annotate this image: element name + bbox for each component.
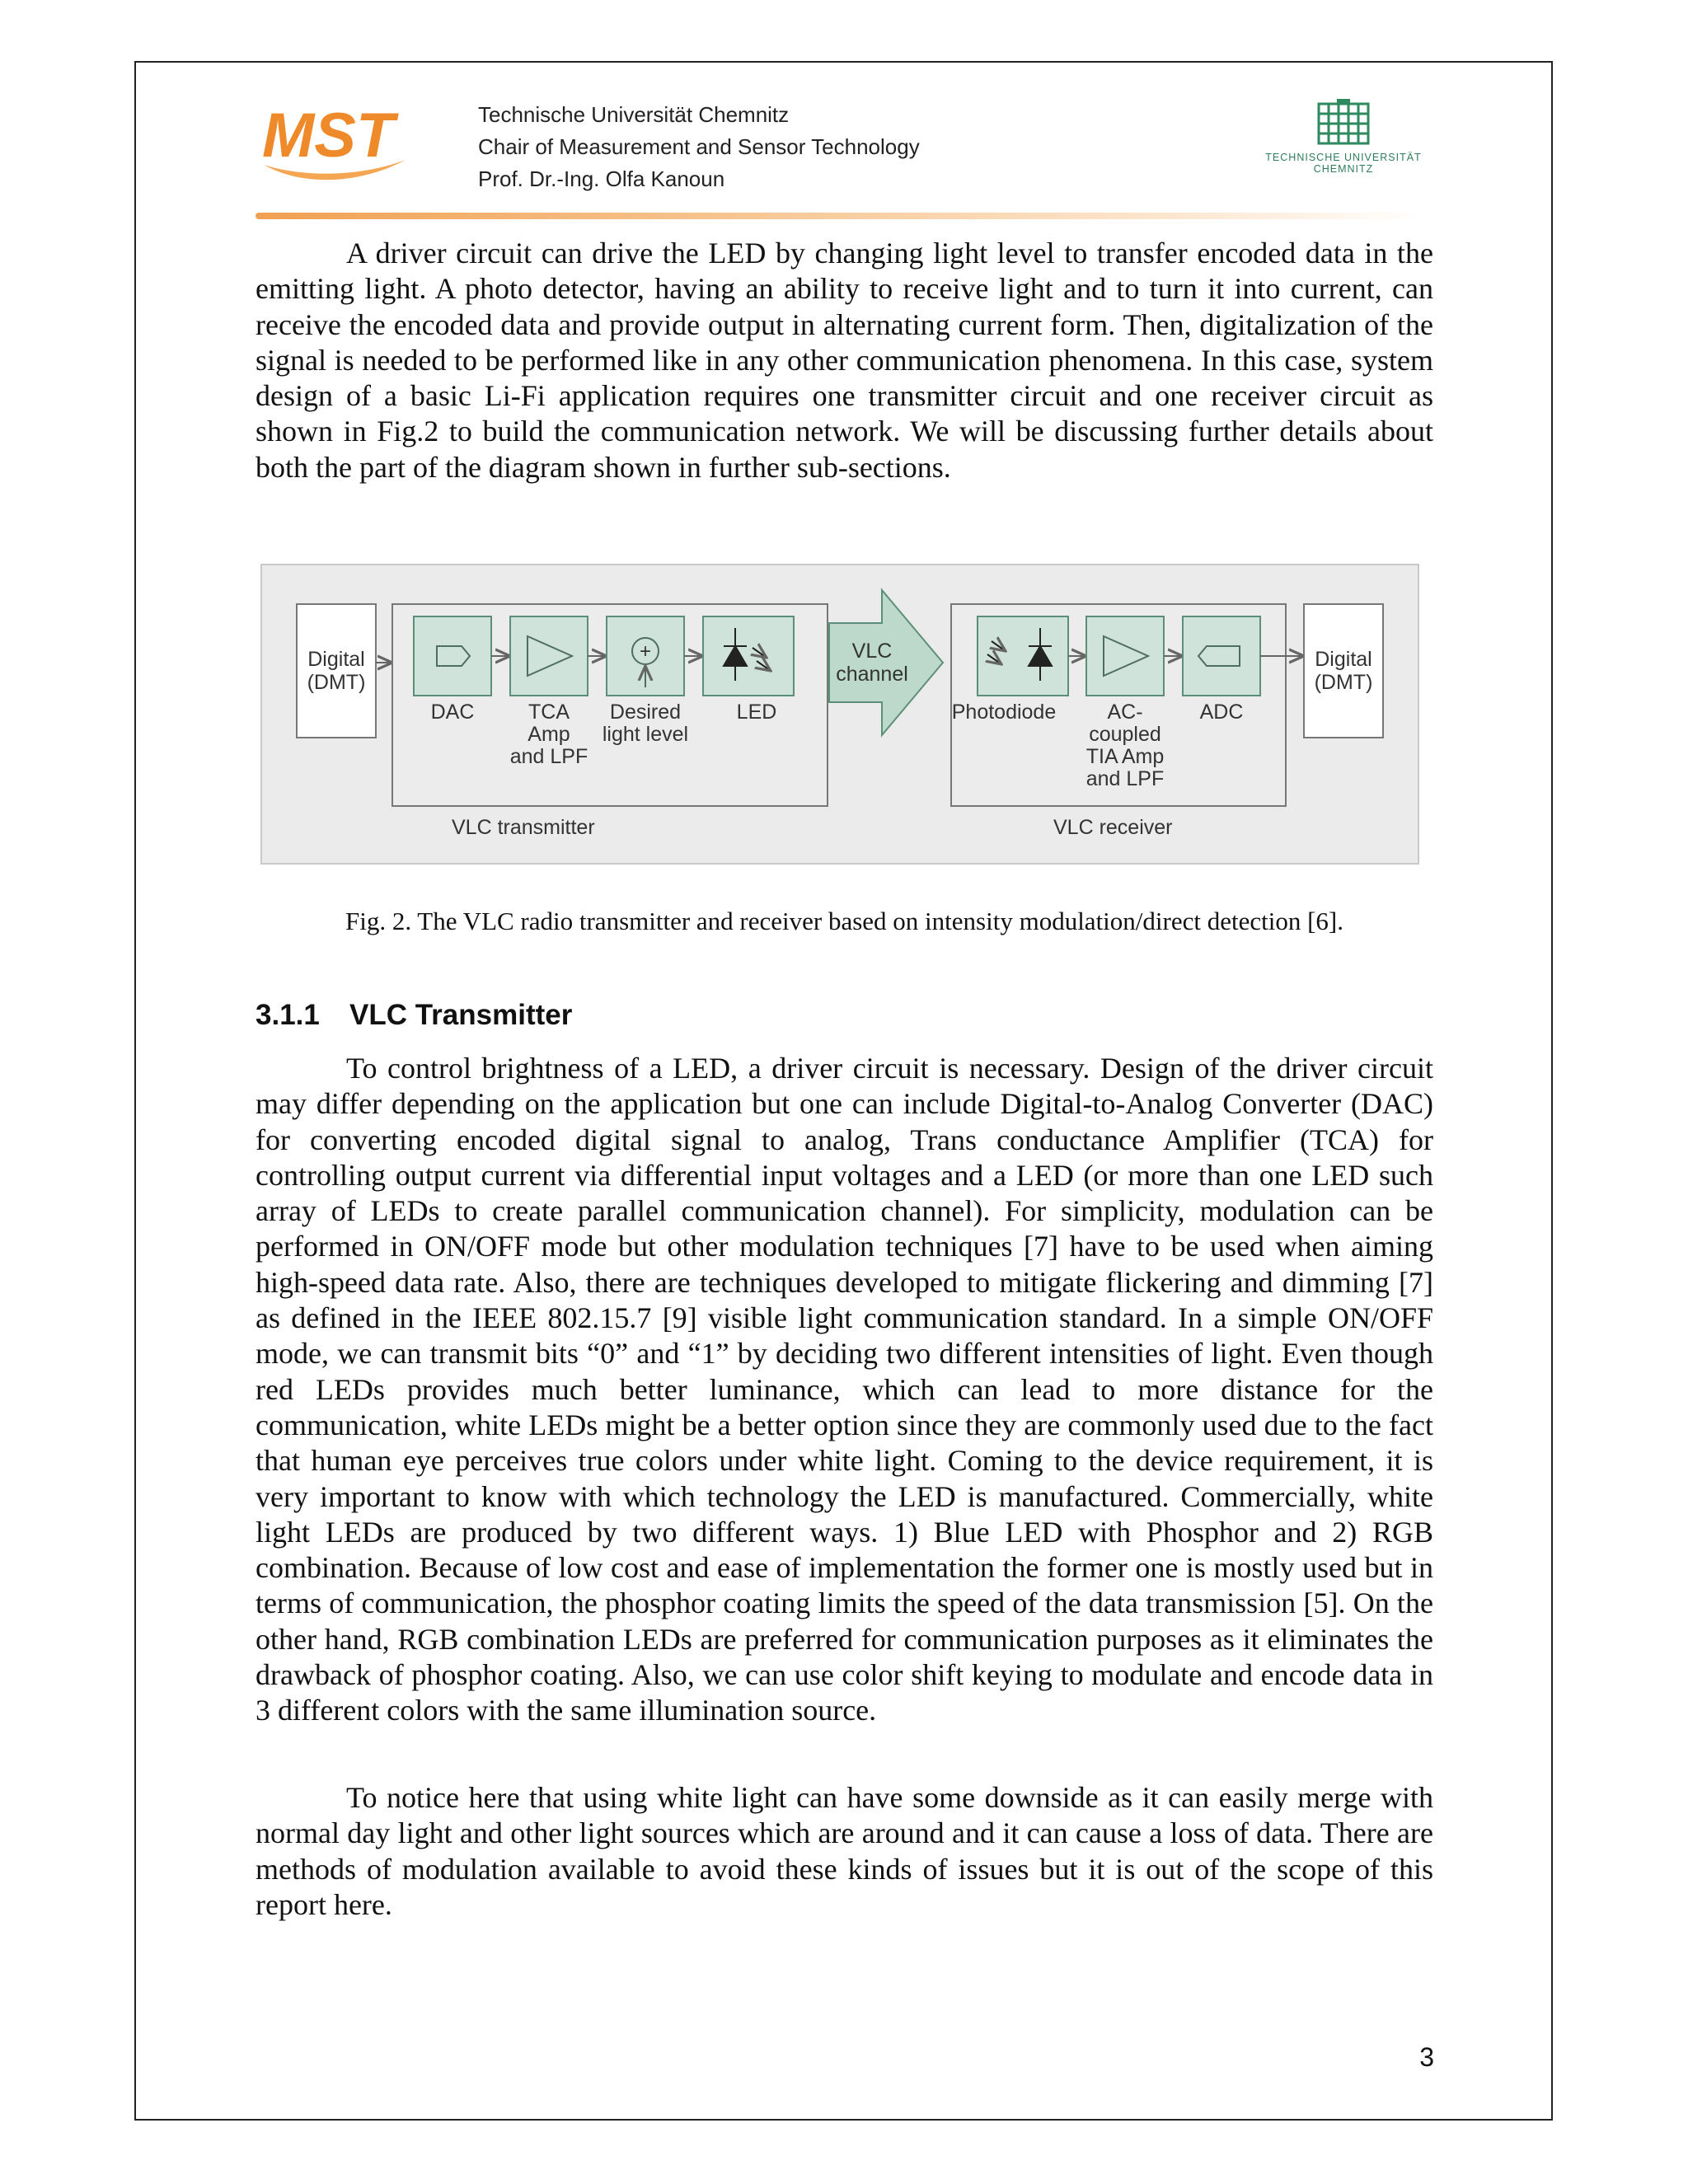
intro-paragraph — [256, 236, 1433, 485]
vlc-receiver-title: VLC receiver — [1053, 816, 1173, 839]
header-line-professor: Prof. Dr.-Ing. Olfa Kanoun — [478, 166, 725, 191]
digital-dmt-right-label-2: (DMT) — [1314, 671, 1373, 694]
adc-label: ADC — [1199, 701, 1244, 724]
mst-logo — [256, 97, 412, 188]
tca-label-2: Amp — [528, 723, 570, 746]
dac-block — [414, 616, 491, 696]
digital-dmt-left-label-1: Digital — [307, 648, 365, 671]
photodiode-label: Photodiode — [951, 701, 1057, 724]
tca-label-1: TCA — [528, 701, 570, 724]
tia-label-3: TIA Amp — [1085, 745, 1165, 768]
section-title: VLC Transmitter — [349, 999, 573, 1031]
header-line-university: Technische Universität Chemnitz — [478, 102, 790, 127]
desired-label-2: light level — [602, 723, 689, 746]
led-block — [703, 616, 794, 696]
digital-dmt-left-label-2: (DMT) — [307, 671, 366, 694]
vlc-channel-label-2: channel — [836, 663, 908, 686]
section-heading — [256, 997, 572, 1033]
tia-label-1: AC- — [1107, 701, 1143, 724]
tia-label-4: and LPF — [1085, 767, 1165, 790]
figure-caption: Fig. 2. The VLC radio transmitter and receiver based on intensity modulation/direct detection [6]. — [345, 907, 1343, 935]
page-number: 3 — [1419, 2042, 1434, 2072]
tca-label-3: and LPF — [509, 745, 588, 768]
paragraph-white-light — [256, 1780, 1433, 1923]
tu-chemnitz-logo-text — [1253, 152, 1434, 175]
svg-text:MST: MST — [262, 101, 395, 171]
desired-label-1: Desired — [609, 701, 682, 724]
tia-label-2: coupled — [1089, 723, 1161, 746]
vlc-transmitter-title: VLC transmitter — [452, 816, 595, 839]
ac-coupled-tia-block — [1086, 616, 1164, 696]
svg-text:+: + — [639, 640, 652, 663]
section-number: 3.1.1 — [256, 999, 320, 1031]
dac-label: DAC — [430, 701, 475, 724]
adc-block — [1183, 616, 1260, 696]
vlc-block-diagram — [262, 565, 1421, 866]
intro-paragraph-text: A driver circuit can drive the LED by changing light level to transfer encoded data in the emitting light. A photo detector, having an ability to receive light and to turn it into current, can receive the encoded data and provide output in alternating current form. Then, digitalization of the signal is needed to be performed like in any other communication phenomena. In this case, system design of a basic Li-Fi application requires one transmitter circuit and one receiver circuit as shown in Fig.2 to build the communication network. We will be discussing further details about both the part of the diagram shown in further sub-sections. — [256, 237, 1433, 484]
header-institution — [478, 99, 920, 195]
paragraph-white-light-text: To notice here that using white light can have some downside as it can easily merge with normal day light and other light sources which are around and it can cause a loss of data. There are methods of modulation available to avoid these kinds of issues but it is out of the scope of this report here. — [256, 1781, 1433, 1921]
header-line-chair: Chair of Measurement and Sensor Technology — [478, 134, 920, 159]
tca-amp-block — [510, 616, 588, 696]
led-label: LED — [736, 701, 777, 724]
header-divider — [256, 213, 1426, 219]
paragraph-vlc-transmitter-text: To control brightness of a LED, a driver circuit is necessary. Design of the driver circuit may differ depending on the application but one can include Digital-to-Analog Converter (DAC) for converting encoded digital signal to analog, Trans conductance Amplifier (TCA) for controlling output current via differential input voltages and a LED (or more than one LED such array of LEDs to create parallel communication channel). For simplicity, modulation can be performed in ON/OFF mode but other modulation techniques [7] have to be used when aiming high-speed data rate. Also, there are techniques developed to mitigate flickering and dimming [7] as defined in the IEEE 802.15.7 [9] visible light communication standard. In a simple ON/OFF mode, we can transmit bits “0” and “1” by deciding two different intensities of light. Even though red LEDs provides much better luminance, which can lead to more distance for the communication, white LEDs might be a better option since they are commonly used due to the fact that human eye perceives true colors under white light. Coming to the device requirement, it is very important to know with which technology the LED is manufactured. Commercially, white light LEDs are produced by two different ways. 1) Blue LED with Phosphor and 2) RGB combination. Because of low cost and ease of implementation the former one is mostly used but in terms of communication, the phosphor coating limits the speed of the data transmission [5]. On the other hand, RGB combination LEDs are preferred for communication purposes as it eliminates the drawback of phosphor coating. Also, we can use color shift keying to modulate and encode data in 3 different colors with the same illumination source. — [256, 1052, 1433, 1727]
paragraph-vlc-transmitter — [256, 1051, 1433, 1729]
figure-vlc-diagram — [260, 564, 1419, 865]
vlc-channel-label-1: VLC — [851, 640, 893, 663]
tu-logo-line-1: TECHNISCHE UNIVERSITÄT — [1265, 152, 1422, 163]
digital-dmt-right-label-1: Digital — [1315, 648, 1372, 671]
tu-logo-line-2: CHEMNITZ — [1313, 163, 1374, 175]
